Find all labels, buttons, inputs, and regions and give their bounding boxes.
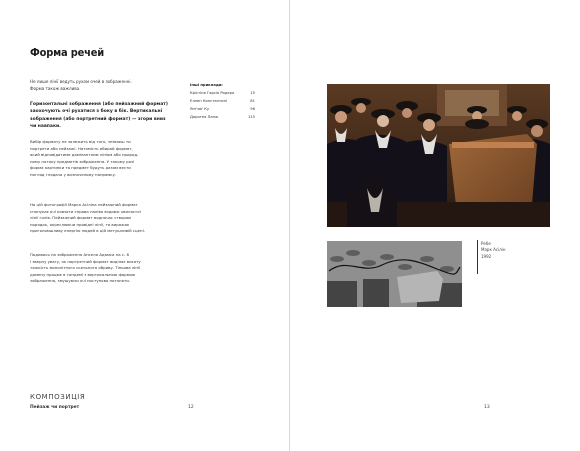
example-name: Янґзаґ Ку: [190, 107, 210, 111]
body-line: форма картинки та предмет будуть разом вести: [30, 165, 131, 171]
body-line: домену працює в тандемі з вертикальною формою: [30, 271, 136, 277]
page-title: Форма речей: [30, 46, 104, 59]
photo-illustration: [327, 84, 550, 227]
caption-year: 1992: [481, 253, 492, 259]
examples-heading: Інші приклади:: [190, 83, 223, 87]
body-line: погляд глядача у визначеному напрямку.: [30, 171, 117, 177]
example-name: Еллен Константині: [190, 99, 228, 103]
body-paragraph-1: [30, 139, 170, 179]
body-paragraph-3: [30, 252, 170, 285]
body-line: лінії голів. Пейзажний формат водночас створює: [30, 215, 132, 221]
caption-author: Марк Асілін: [481, 247, 506, 253]
subsection-heading: Пейзаж чи портрет: [30, 405, 80, 410]
body-line: приголомшливу енергію людей в цій метушливій сцені.: [30, 228, 145, 234]
body-line: На цій фотографії Марка Асіліна пейзажний формат: [30, 202, 138, 207]
example-item: [190, 97, 255, 105]
bold-line: чи навпаки.: [30, 124, 61, 130]
body-line: який відповідатиме домінантним лініям або природ-: [30, 152, 139, 158]
bold-line: заохочують очі рухатися з боку в бік. Вертикальні: [30, 109, 163, 115]
body-paragraph-2: [30, 202, 170, 235]
example-item: [190, 89, 255, 97]
example-name: Доротея Ланж: [190, 115, 219, 119]
body-line: портрети або пейзажі. Натомість обирай формат,: [30, 145, 133, 151]
page-number: 12: [188, 405, 194, 410]
body-line: Вибір формату не залежить від того, знімаєш ти: [30, 139, 131, 144]
lead-line: Форма також важлива.: [30, 86, 81, 91]
photo-caption: [481, 241, 505, 260]
section-heading: КОМПОЗИЦІЯ: [30, 393, 86, 401]
main-photograph: [327, 84, 550, 227]
lead-paragraph: [30, 78, 170, 92]
caption-rule: [477, 240, 478, 274]
example-name: Крістіна Гарсія Родеро: [190, 91, 235, 95]
example-page: 15: [250, 91, 255, 95]
body-line: тяжкість монолітного скельного обриву. Тіньова лінії: [30, 265, 141, 271]
lead-line: Не лише лінії ведуть рухом очей в зображенні.: [30, 79, 132, 84]
other-examples: [190, 81, 255, 121]
example-page: 81: [250, 99, 255, 103]
body-line: порядок, окреслюючи провідні лінії, та виражає: [30, 221, 130, 227]
body-line: зображення, змушуючи очі поступово потопати.: [30, 278, 131, 284]
bold-statement: [30, 101, 170, 131]
example-item: [190, 105, 255, 113]
example-page: 96: [250, 107, 255, 111]
example-page: 115: [247, 115, 255, 119]
caption-title: Ребе: [481, 241, 491, 246]
page-number: 13: [484, 405, 490, 410]
body-line: Подивись на зображення Анселя Адамса на с. 8: [30, 252, 129, 257]
leading-line-diagram: [327, 241, 462, 307]
body-line: ному потоку предметів зображення. У такому разі: [30, 158, 135, 164]
body-line: і звернy увагу, як портретний формат виділяє висоту: [30, 258, 141, 264]
bold-line: Горизонтальні зображення (або пейзажний формат): [30, 102, 168, 107]
diagram-thumbnail: [327, 241, 462, 307]
example-item: [190, 113, 255, 121]
bold-line: зображення (або портретний формат) — згори вниз: [30, 116, 166, 122]
body-line: спонукає очі ковзати справа наліво вздовж хвилястої: [30, 208, 141, 214]
